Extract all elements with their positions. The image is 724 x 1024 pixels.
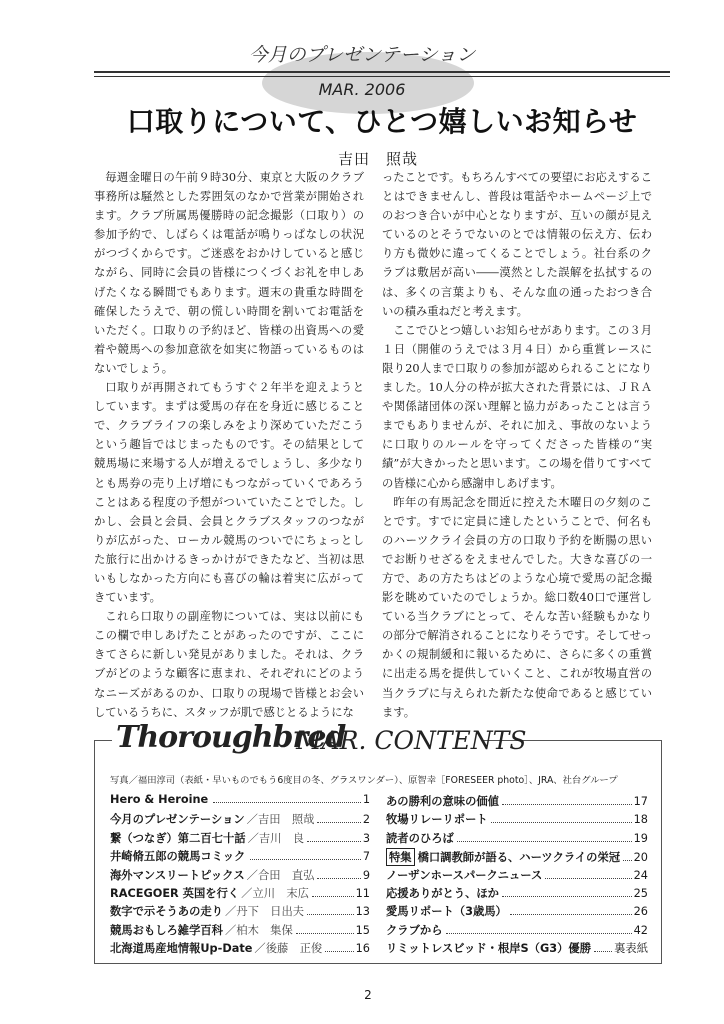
toc-title: 橋口調教師が語る、ハーツクライの栄冠 (417, 851, 621, 865)
toc-item[interactable] (386, 922, 648, 940)
toc-leader (307, 841, 361, 842)
toc-leader (491, 822, 632, 823)
toc-title: あの勝利の意味の価値 (386, 795, 499, 808)
article-paragraph: 口取りが再開されてもうすぐ２年半を迎えようとしています。まずは愛馬の存在を身近に感じることで、クラブライフの楽しみをより深めていただこうという趣旨ではじまったものです。その結果として競馬場に来場する人が増えるでしょうし、多少なりとも馬券の売り上げ増にもつながっていくであろうことはある程度の予想がついていたことでした。しかし、会員と会員、会員とクラブスタッフのつながりが広がった、ローカル競馬のついでにちょっとした旅行に出かけるきっかけができたなど、当初は思いもしなかった方向にも喜びの輪は着実に広がってきています。 (94, 381, 364, 605)
toc-item[interactable] (110, 940, 370, 958)
toc-item[interactable] (386, 903, 648, 921)
toc-page: 24 (633, 868, 648, 882)
article-paragraph: ここでひとつ嬉しいお知らせがあります。この３月１日（開催のうえでは３月４日）から重賞レースに限り20人まで口取りの参加が認められることになりました。10人分の枠が拡大された背景には、ＪＲＡや関係諸団体の深い理解と協力があったことは言うまでもありませんが、それに加え、事故のないように口取りのルールを守ってくださった皆様の“実績”が大きかったと思います。この場を借りてすべての皆様に心から感謝申しあげます。 (382, 323, 652, 490)
toc-leader (317, 822, 360, 823)
toc-item[interactable] (386, 848, 648, 866)
toc-item[interactable] (110, 903, 370, 921)
header-rule (94, 71, 670, 73)
toc-leader (510, 914, 632, 915)
toc-author: ／合田 直弘 (246, 868, 315, 882)
toc-leader (502, 804, 632, 805)
toc-title: クラブから (386, 923, 443, 937)
toc-column-right (386, 793, 648, 959)
toc-title: 牧場リレーリポート (386, 813, 488, 827)
toc-page: 25 (633, 886, 648, 900)
toc-leader (296, 933, 354, 934)
toc-page: 18 (633, 813, 648, 827)
toc-page: 26 (633, 905, 648, 919)
toc-item[interactable] (110, 922, 370, 940)
toc-leader (446, 933, 632, 934)
article-column-right (382, 168, 652, 722)
toc-page: 3 (362, 831, 370, 845)
header-rule-thin (94, 76, 670, 77)
toc-item[interactable] (110, 811, 370, 829)
toc-title: ノーザンホースパークニュース (386, 868, 543, 882)
toc-title: 今月のプレゼンテーション (110, 813, 245, 827)
toc-author: ／吉川 良 (247, 831, 305, 845)
toc-leader (502, 896, 632, 897)
toc-page: 19 (633, 831, 648, 845)
toc-leader (623, 860, 632, 861)
toc-page: 13 (355, 905, 370, 919)
toc-item[interactable] (386, 830, 648, 848)
toc-title: 海外マンスリートピックス (110, 868, 245, 882)
toc-page: 17 (633, 795, 648, 808)
page-number: 2 (364, 988, 372, 1002)
article-paragraph: 毎週金曜日の午前９時30分、東京と大阪のクラブ事務所は騒然とした雰囲気のなかで営業が開始されます。クラブ所属馬優勝時の記念撮影（口取り）の参加予約で、しばらくは電話が鳴りっぱなしの状況がつづくからです。ご迷惑をおかけしていると感じながら、同時に会員の皆様につくづくお礼を申しあげたくなる瞬間でもあります。週末の貴重な時間を確保したうえで、朝の慌しい時間を割いてお電話をいただく。口取りの予約ほど、皆様の出資馬への愛着や競馬への参加意欲を如実に物語っているものはないでしょう。 (94, 171, 364, 375)
toc-page: 11 (355, 886, 370, 900)
toc-page: 16 (355, 942, 370, 956)
toc-page: 2 (362, 813, 370, 827)
toc-leader (457, 841, 632, 842)
toc-title: リミットレスビッド・根岸S（G3）優勝 (386, 942, 592, 956)
toc-title: 井崎脩五郎の競馬コミック (110, 850, 246, 864)
toc-page: 裏表紙 (614, 942, 648, 956)
toc-leader (325, 951, 353, 952)
toc-item[interactable] (110, 793, 370, 811)
toc-leader (213, 802, 361, 803)
contents-title: MAR. CONTENTS (296, 726, 527, 755)
toc-title: 読者のひろば (386, 831, 454, 845)
toc-item[interactable] (110, 885, 370, 903)
toc-item[interactable] (386, 793, 648, 811)
toc-item[interactable] (386, 811, 648, 829)
toc-page: 1 (362, 793, 370, 806)
magazine-logo: Thoroughbred (116, 720, 346, 755)
toc-leader (250, 859, 360, 860)
article-paragraph: これら口取りの副産物については、実は以前にもこの欄で申しあげたことがあったのですが、ここにきてさらに新しい発見がありました。それは、クラブがどのような顧客に恵まれ、それぞれにどのようなニーズがあるのか、口取りの現場で皆様とお会いしているうちに、スタッフが肌で感じとるようにな (94, 610, 364, 719)
toc-title: 応援ありがとう、ほか (386, 886, 499, 900)
toc-item[interactable] (386, 885, 648, 903)
toc-title: 愛馬リポート（3歳馬） (386, 905, 507, 919)
toc-author: ／後藤 正俊 (254, 942, 323, 956)
article-paragraph: 昨年の有馬記念を間近に控えた木曜日の夕刻のことです。すでに定員に達したということで、何名ものハーツクライ会員の方の口取り予約を断腸の思いでお断りせざるをえませんでした。大きな喜びの一方で、あの方たちはどのような心境で愛馬の記念撮影を眺めていたのでしょうか。総口数40口で運営している当クラブにとって、そんな苦い経験もかなりの部分で解消されることになりそうです。そしてせっかくの規制緩和に報いるために、さらに多くの重賞に出走る馬を提供していくこと、これが牧場直営の当クラブに与えられた新たな使命であると感じています。 (382, 495, 652, 719)
toc-leader (312, 896, 354, 897)
toc-page: 7 (362, 850, 370, 864)
toc-title: Hero & Heroine (110, 793, 209, 806)
toc-page: 42 (633, 923, 648, 937)
toc-leader (545, 878, 631, 879)
toc-page: 15 (355, 923, 370, 937)
toc-page: 9 (362, 868, 370, 882)
issue-date: MAR. 2006 (318, 80, 406, 99)
article-column-left (94, 168, 364, 722)
toc-item[interactable] (386, 867, 648, 885)
toc-leader (317, 878, 360, 879)
toc-item[interactable] (110, 867, 370, 885)
article-paragraph-continued: ったことです。もちろんすべての要望にお応えすることはできませんし、普段は電話やホームページ上でのおつき合いが中心となりますが、互いの顔が見えているのとそうでないのとでは情報の伝え方、伝わり方も微妙に違ってくることでしょう。社台系のクラブは敷居が高い――漠然とした誤解を払拭するのは、多くの言葉よりも、そんな血の通ったおつき合いの積み重ねだと考えます。 (382, 171, 652, 318)
toc-item[interactable] (110, 830, 370, 848)
toc-title: 北海道馬産地情報Up-Date (110, 942, 253, 956)
article-headline: 口取りについて、ひとつ嬉しいお知らせ (126, 105, 638, 138)
toc-author: ／吉田 照哉 (246, 813, 315, 827)
toc-item[interactable] (386, 940, 648, 958)
article-author: 吉田 照哉 (338, 150, 419, 168)
toc-page: 20 (633, 851, 648, 865)
toc-title: RACEGOER 英国を行く (110, 886, 240, 900)
toc-column-left (110, 793, 370, 959)
toc-author: ／丹下 日出夫 (224, 905, 305, 919)
photo-credits: 写真／福田淳司（表紙・早いものでもう6度目の冬、グラスワンダー）、原智幸［FORESEER photo］、JRA、社台グループ (110, 775, 618, 786)
toc-item[interactable] (110, 848, 370, 866)
feature-tag: 特集 (386, 848, 415, 866)
toc-author: ／柏木 集保 (224, 923, 293, 937)
toc-title: 繋（つなぎ）第二百七十話 (110, 831, 246, 845)
toc-title: 数字で示そうあの走り (110, 905, 223, 919)
toc-leader (594, 951, 612, 952)
toc-author: ／立川 末広 (241, 886, 309, 900)
toc-leader (307, 914, 354, 915)
section-label: 今月のプレゼンテーション (248, 44, 476, 66)
toc-title: 競馬おもしろ雑学百科 (110, 923, 223, 937)
